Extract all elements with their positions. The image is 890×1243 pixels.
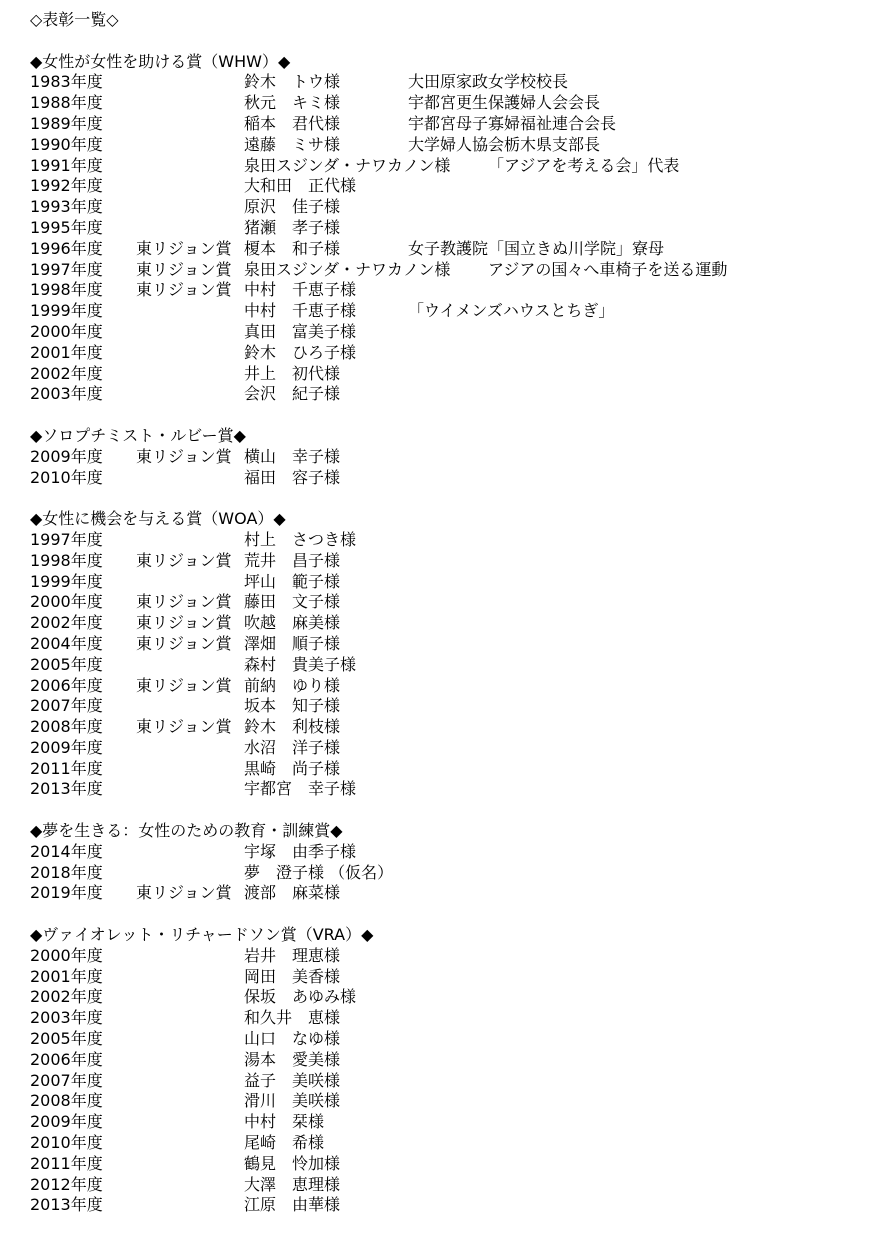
recipient-name: 和久井 恵様	[244, 1008, 341, 1028]
recipient-name: 原沢 佳子様	[244, 197, 341, 217]
recipient-name: 中村 栞様	[244, 1112, 325, 1132]
award-year: 2018年度	[30, 862, 103, 882]
award-category: 東リジョン賞	[136, 238, 232, 258]
award-year: 2000年度	[30, 945, 103, 965]
award-year: 1992年度	[30, 176, 103, 196]
award-year: 2003年度	[30, 1008, 103, 1028]
award-year: 2009年度	[30, 1112, 103, 1132]
award-row	[30, 1154, 880, 1175]
award-row	[30, 613, 880, 634]
recipient-name: 水沼 洋子様	[244, 737, 341, 757]
award-year: 2007年度	[30, 696, 103, 716]
recipient-note: 大田原家政女学校校長	[408, 72, 569, 92]
recipient-name: 藤田 文子様	[244, 592, 341, 612]
recipient-name: 秋元 キミ様	[244, 93, 341, 113]
recipient-name: 荒井 昌子様	[244, 550, 341, 570]
recipient-name: 大澤 恵理様	[244, 1174, 341, 1194]
award-year: 2001年度	[30, 342, 103, 362]
award-row	[30, 1008, 880, 1029]
award-section	[30, 925, 880, 1216]
award-row	[30, 863, 880, 884]
award-row	[30, 717, 880, 738]
award-category: 東リジョン賞	[136, 717, 232, 737]
award-sections	[30, 52, 880, 1217]
award-row	[30, 176, 880, 197]
recipient-name: 会沢 紀子様	[244, 384, 341, 404]
recipient-name: 中村 千恵子様	[244, 280, 357, 300]
award-row	[30, 676, 880, 697]
recipient-name: 鶴見 怜加様	[244, 1153, 341, 1173]
award-row	[30, 655, 880, 676]
recipient-note: 宇都宮母子寡婦福祉連合会長	[408, 113, 617, 133]
award-row	[30, 946, 880, 967]
award-year: 2009年度	[30, 737, 103, 757]
recipient-name: 村上 さつき様	[244, 529, 357, 549]
recipient-note: 宇都宮更生保護婦人会会長	[408, 93, 601, 113]
award-row	[30, 280, 880, 301]
award-row	[30, 779, 880, 800]
award-row	[30, 260, 880, 281]
section-heading: ◆ソロプチミスト・ルビー賞◆	[30, 425, 246, 445]
award-year: 2011年度	[30, 1153, 103, 1173]
award-year: 2013年度	[30, 1195, 103, 1215]
award-year: 2002年度	[30, 987, 103, 1007]
section-heading: ◆女性が女性を助ける賞（WHW）◆	[30, 51, 291, 71]
award-row	[30, 1071, 880, 1092]
award-year: 2007年度	[30, 1070, 103, 1090]
award-row	[30, 696, 880, 717]
recipient-name: 福田 容子様	[244, 467, 341, 487]
page-title: ◇表彰一覧◇	[30, 10, 119, 29]
recipient-name: 保坂 あゆみ様	[244, 987, 357, 1007]
award-year: 1999年度	[30, 571, 103, 591]
award-row	[30, 530, 880, 551]
recipient-name: 泉田スジンダ・ナワカノン様	[244, 259, 451, 279]
recipient-name: 榎本 和子様	[244, 238, 341, 258]
award-category: 東リジョン賞	[136, 613, 232, 633]
award-row	[30, 967, 880, 988]
award-row	[30, 842, 880, 863]
award-list-document	[30, 10, 880, 1237]
recipient-name: 猪瀬 孝子様	[244, 217, 341, 237]
award-category: 東リジョン賞	[136, 883, 232, 903]
recipient-name: 山口 なゆ様	[244, 1029, 341, 1049]
award-row	[30, 1091, 880, 1112]
award-row	[30, 738, 880, 759]
award-category: 東リジョン賞	[136, 280, 232, 300]
award-year: 2013年度	[30, 779, 103, 799]
recipient-name: 宇塚 由季子様	[244, 841, 357, 861]
award-section	[30, 509, 880, 800]
recipient-name: 鈴木 ひろ子様	[244, 342, 357, 362]
award-category: 東リジョン賞	[136, 446, 232, 466]
award-row	[30, 1195, 880, 1216]
award-year: 1996年度	[30, 238, 103, 258]
award-year: 2000年度	[30, 321, 103, 341]
award-year: 2001年度	[30, 966, 103, 986]
award-row	[30, 135, 880, 156]
award-row	[30, 1029, 880, 1050]
recipient-note: 大学婦人協会栃木県支部長	[408, 134, 601, 154]
recipient-name: 渡部 麻菜様	[244, 883, 341, 903]
recipient-name: 吹越 麻美様	[244, 613, 341, 633]
award-year: 2006年度	[30, 1049, 103, 1069]
award-section	[30, 821, 880, 904]
recipient-name: 坪山 範子様	[244, 571, 341, 591]
recipient-name: 泉田スジンダ・ナワカノン様	[244, 155, 451, 175]
award-row	[30, 759, 880, 780]
award-year: 2008年度	[30, 717, 103, 737]
recipient-name: 真田 富美子様	[244, 321, 357, 341]
award-category: 東リジョン賞	[136, 259, 232, 279]
award-year: 1989年度	[30, 113, 103, 133]
award-year: 1995年度	[30, 217, 103, 237]
award-year: 2002年度	[30, 613, 103, 633]
award-category: 東リジョン賞	[136, 550, 232, 570]
award-year: 2006年度	[30, 675, 103, 695]
award-category: 東リジョン賞	[136, 592, 232, 612]
recipient-name: 黒崎 尚子様	[244, 758, 341, 778]
award-year: 1993年度	[30, 197, 103, 217]
recipient-name: 中村 千恵子様	[244, 301, 357, 321]
award-row	[30, 364, 880, 385]
recipient-name: 稲本 君代様	[244, 113, 341, 133]
award-row	[30, 72, 880, 93]
award-row	[30, 1133, 880, 1154]
award-row	[30, 156, 880, 177]
recipient-name: 湯本 愛美様	[244, 1049, 341, 1069]
award-row	[30, 93, 880, 114]
award-row	[30, 592, 880, 613]
recipient-name: 大和田 正代様	[244, 176, 357, 196]
section-heading: ◆ヴァイオレット・リチャードソン賞（VRA）◆	[30, 925, 374, 945]
recipient-note: アジアの国々へ車椅子を送る運動	[488, 259, 728, 279]
award-year: 1983年度	[30, 72, 103, 92]
award-section	[30, 426, 880, 488]
award-year: 2012年度	[30, 1174, 103, 1194]
recipient-name: 井上 初代様	[244, 363, 341, 383]
award-year: 2008年度	[30, 1091, 103, 1111]
award-row	[30, 572, 880, 593]
award-row	[30, 1175, 880, 1196]
award-year: 2009年度	[30, 446, 103, 466]
recipient-name: 鈴木 トウ様	[244, 72, 341, 92]
award-row	[30, 883, 880, 904]
award-year: 2003年度	[30, 384, 103, 404]
recipient-name: 宇都宮 幸子様	[244, 779, 357, 799]
award-year: 2010年度	[30, 1133, 103, 1153]
section-heading: ◆女性に機会を与える賞（WOA）◆	[30, 509, 286, 529]
recipient-name: 岩井 理恵様	[244, 945, 341, 965]
award-year: 1998年度	[30, 280, 103, 300]
award-row	[30, 343, 880, 364]
award-year: 1988年度	[30, 93, 103, 113]
award-year: 2005年度	[30, 654, 103, 674]
recipient-name: 尾崎 希様	[244, 1133, 325, 1153]
award-year: 1991年度	[30, 155, 103, 175]
award-year: 1990年度	[30, 134, 103, 154]
award-year: 1999年度	[30, 301, 103, 321]
award-row	[30, 322, 880, 343]
award-row	[30, 987, 880, 1008]
award-row	[30, 1112, 880, 1133]
recipient-note: 「アジアを考える会」代表	[488, 155, 680, 175]
recipient-name: 澤畑 順子様	[244, 633, 341, 653]
section-heading: ◆夢を生きる：女性のための教育・訓練賞◆	[30, 821, 343, 841]
award-row	[30, 114, 880, 135]
recipient-name: 滑川 美咲様	[244, 1091, 341, 1111]
recipient-name: 坂本 知子様	[244, 696, 341, 716]
award-year: 2005年度	[30, 1029, 103, 1049]
award-section	[30, 52, 880, 406]
recipient-name: 前納 ゆり様	[244, 675, 341, 695]
award-year: 2019年度	[30, 883, 103, 903]
award-year: 2004年度	[30, 633, 103, 653]
recipient-name: 森村 貴美子様	[244, 654, 357, 674]
award-year: 1997年度	[30, 259, 103, 279]
recipient-name: 益子 美咲様	[244, 1070, 341, 1090]
award-year: 2014年度	[30, 841, 103, 861]
award-row	[30, 634, 880, 655]
recipient-name: 夢 澄子様 （仮名）	[244, 862, 394, 882]
recipient-note: 「ウイメンズハウスとちぎ」	[408, 301, 615, 321]
award-category: 東リジョン賞	[136, 675, 232, 695]
award-row	[30, 239, 880, 260]
award-year: 2011年度	[30, 758, 103, 778]
award-row	[30, 551, 880, 572]
award-year: 2000年度	[30, 592, 103, 612]
recipient-name: 江原 由華様	[244, 1195, 341, 1215]
recipient-name: 横山 幸子様	[244, 446, 341, 466]
award-row	[30, 1050, 880, 1071]
recipient-note: 女子教護院「国立きぬ川学院」寮母	[408, 238, 665, 258]
award-row	[30, 301, 880, 322]
award-row	[30, 384, 880, 405]
award-row	[30, 218, 880, 239]
award-year: 1997年度	[30, 529, 103, 549]
award-row	[30, 468, 880, 489]
award-row	[30, 197, 880, 218]
recipient-name: 遠藤 ミサ様	[244, 134, 341, 154]
award-year: 2002年度	[30, 363, 103, 383]
award-year: 2010年度	[30, 467, 103, 487]
award-year: 1998年度	[30, 550, 103, 570]
award-row	[30, 447, 880, 468]
recipient-name: 鈴木 利枝様	[244, 717, 341, 737]
award-category: 東リジョン賞	[136, 633, 232, 653]
recipient-name: 岡田 美香様	[244, 966, 341, 986]
